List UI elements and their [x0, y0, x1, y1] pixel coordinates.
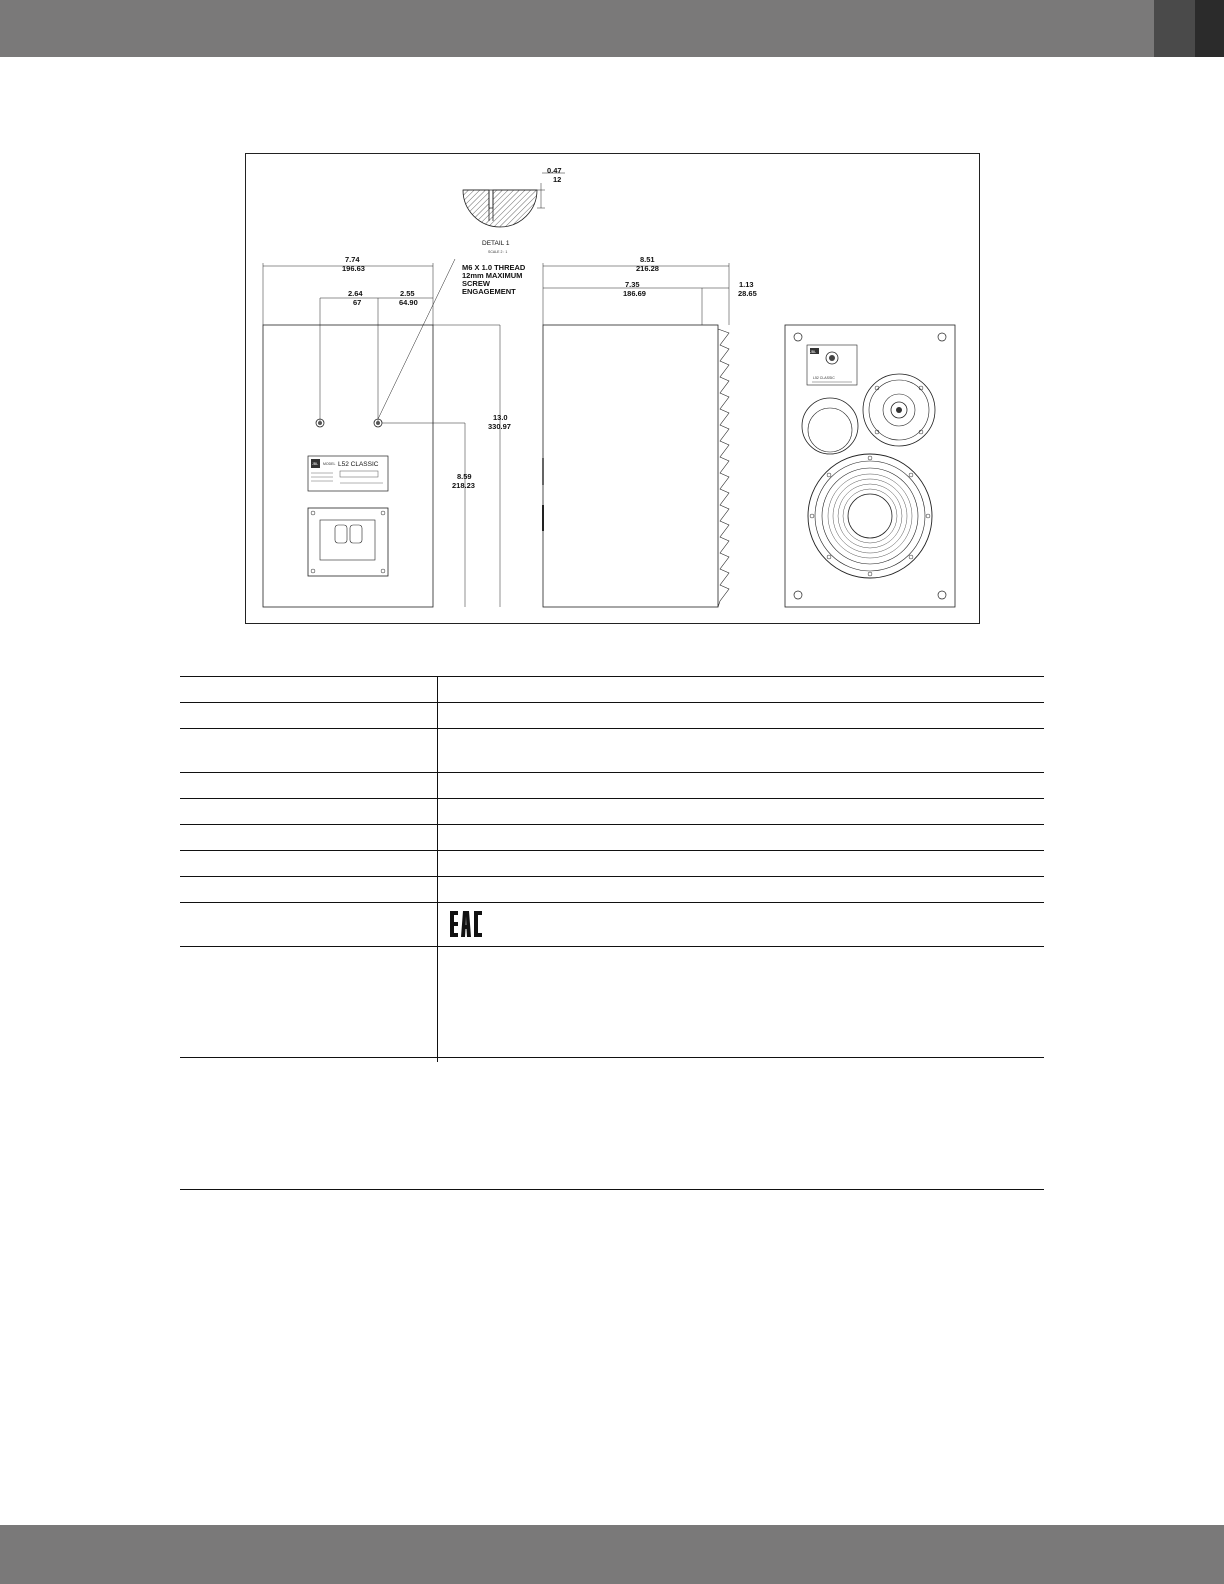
note-rule — [180, 1189, 1044, 1190]
thread-note-line4: ENGAGEMENT — [462, 287, 516, 296]
side-depth-in: 8.51 — [640, 255, 655, 264]
side-depth-mm: 216.28 — [636, 264, 659, 273]
thread-note-line3: SCREW — [462, 279, 490, 288]
mount-height-mm: 218.23 — [452, 481, 475, 490]
dimension-drawing — [245, 153, 980, 624]
table-bottom-rule — [180, 1057, 1044, 1058]
offset-a-mm: 67 — [353, 298, 362, 307]
eac-mark-icon — [448, 909, 484, 939]
table-row — [180, 876, 1044, 902]
thread-note-line2: 12mm MAXIMUM — [462, 271, 523, 280]
top-header-bar — [0, 0, 1224, 57]
detail-label: DETAIL 1 — [482, 240, 510, 247]
rear-height-in: 13.0 — [493, 413, 508, 422]
rear-width-mm: 196.63 — [342, 264, 365, 273]
spec-table — [180, 676, 1044, 1062]
front-view — [785, 325, 955, 607]
table-row — [180, 946, 1044, 1062]
offset-b-mm: 64.90 — [399, 298, 418, 307]
grille-depth-mm: 28.65 — [738, 289, 757, 298]
front-brand: JBL — [810, 350, 817, 354]
rear-height-mm: 330.97 — [488, 422, 511, 431]
rear-label-brand: JBL — [312, 462, 319, 466]
thread-note — [462, 263, 526, 296]
front-model: L52 CLASSIC — [813, 376, 835, 380]
detail-dim-mm: 12 — [553, 175, 562, 184]
table-row — [180, 728, 1044, 772]
table-row — [180, 850, 1044, 876]
detail-dim-in: 0.47 — [547, 166, 562, 175]
table-row — [180, 676, 1044, 702]
bottom-footer-bar — [0, 1525, 1224, 1584]
cabinet-depth-in: 7.35 — [625, 280, 640, 289]
header-tab-block — [1154, 0, 1195, 57]
rear-view — [263, 255, 511, 607]
offset-b-in: 2.55 — [400, 289, 415, 298]
table-row — [180, 702, 1044, 728]
rear-label-model: L52 CLASSIC — [338, 461, 379, 468]
table-row — [180, 798, 1044, 824]
side-view — [543, 255, 757, 607]
mount-height-in: 8.59 — [457, 472, 472, 481]
table-row — [180, 824, 1044, 850]
offset-a-in: 2.64 — [348, 289, 363, 298]
thread-detail — [463, 166, 565, 254]
rear-label-model-prefix: MODEL — [323, 462, 336, 466]
thread-note-line1: M6 X 1.0 THREAD — [462, 263, 526, 272]
grille-depth-in: 1.13 — [739, 280, 754, 289]
table-row — [180, 902, 1044, 946]
cabinet-depth-mm: 186.69 — [623, 289, 646, 298]
header-tab-block-dark — [1195, 0, 1224, 57]
table-row — [180, 772, 1044, 798]
detail-scale: SCALE 2 : 1 — [488, 250, 508, 254]
rear-width-in: 7.74 — [345, 255, 360, 264]
